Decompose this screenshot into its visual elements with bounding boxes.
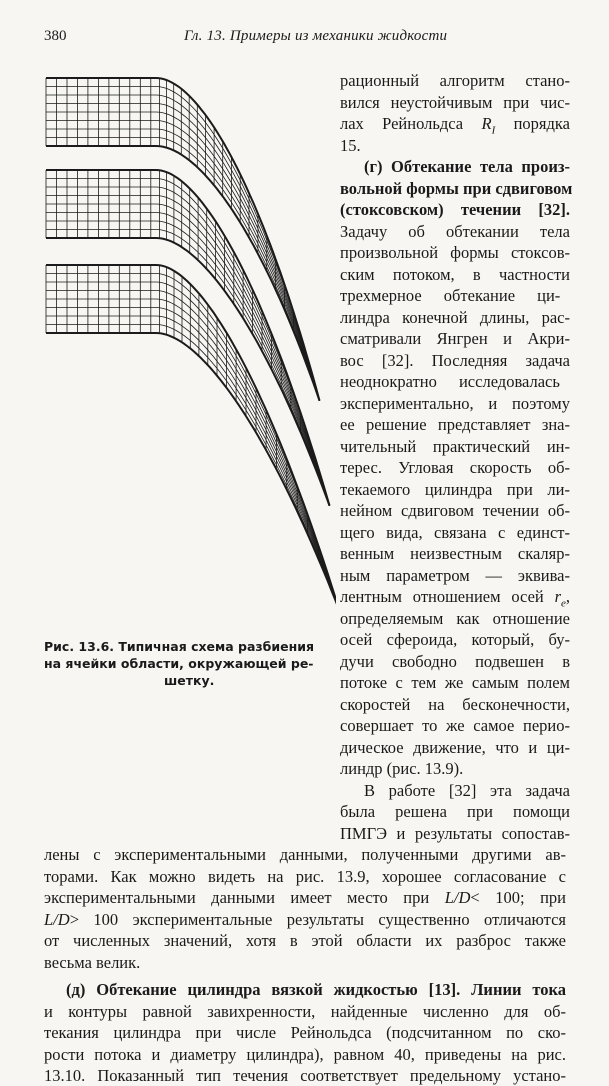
caption-line: шетку. xyxy=(164,673,215,688)
body-line: текаемого цилиндра при ли- xyxy=(340,479,570,499)
figure-caption xyxy=(44,638,324,689)
body-line: была решена при помощи xyxy=(340,802,570,821)
body-line: весьма велик. xyxy=(44,952,141,972)
body-line: (г) Обтекание тела произ- xyxy=(364,157,570,176)
mesh-line xyxy=(46,299,336,611)
body-line: неоднократно исследовалась xyxy=(340,372,560,391)
body-line: потоке с тем же самым полем xyxy=(340,673,570,692)
body-line: венным неизвестным скаляр- xyxy=(340,544,570,563)
mesh-line xyxy=(46,170,330,506)
body-line: дучи свободно подвешен в xyxy=(340,651,570,671)
body-line: В работе [32] эта задача xyxy=(364,780,570,800)
body-line: (д) Обтекание цилиндра вязкой жидкостью [13]. Линии тока xyxy=(66,980,566,999)
body-line: ным параметром — эквива- xyxy=(340,565,570,585)
body-line: трехмерное обтекание ци- xyxy=(340,286,561,305)
mesh-line xyxy=(46,291,336,611)
running-title: Гл. 13. Примеры из механики жидкости xyxy=(184,28,448,44)
body-line: рационный алгоритм стано- xyxy=(340,71,570,90)
body-line: L/D> 100 экспериментальные результаты существенно отличаются xyxy=(44,909,566,929)
body-line: ПМГЭ и результаты сопостав- xyxy=(340,823,570,843)
body-line: вольной формы при сдвиговом xyxy=(340,178,573,198)
body-line: 15. xyxy=(340,135,361,155)
body-line: осей сфероида, который, бу- xyxy=(340,630,570,649)
body-line: рости потока и диаметру цилиндра), равном 40, приведены на рис. xyxy=(44,1044,566,1064)
body-line: торами. Как можно видеть на рис. 13.9, хорошее согласование с xyxy=(44,866,566,886)
body-line: терес. Угловая скорость об- xyxy=(340,458,570,477)
mesh-line xyxy=(46,325,336,611)
body-line: лах Рейнольдса $R_I$ порядка xyxy=(340,114,570,137)
body-line: нейном сдвиговом течении об- xyxy=(340,501,570,520)
body-line: щего вида, связана с единст- xyxy=(340,522,570,542)
body-line: сматривали Янгрен и Акри- xyxy=(340,329,570,348)
body-line: определяемым как отношение xyxy=(340,608,570,628)
page-number: 380 xyxy=(44,28,67,44)
body-line: вос [32]. Последняя задача xyxy=(340,350,570,370)
body-line: чительный практический ин- xyxy=(340,436,570,456)
body-line: лентным отношением осей $r_e$, xyxy=(340,587,570,610)
body-line: ее решение представляет зна- xyxy=(340,415,570,434)
body-line: от численных значений, хотя в этой области их разброс также xyxy=(44,931,566,950)
body-line: скоростей на бесконечности, xyxy=(340,694,570,714)
body-line: текания цилиндра при числе Рейнольдса (подсчитанном по ско- xyxy=(44,1023,566,1042)
grid-figure xyxy=(40,70,336,640)
body-line: экспериментальными данными имеет место при L/D< 100; при xyxy=(44,888,566,907)
body-line: линдра конечной длины, рас- xyxy=(340,307,570,327)
caption-line: Рис. 13.6. Типичная схема разбиения xyxy=(44,639,315,654)
body-line: и контуры равной завихренности, найденные численно для об- xyxy=(44,1001,566,1021)
body-line: линдр (рис. 13.9). xyxy=(340,759,464,778)
body-line: ским потоком, в частности xyxy=(340,264,570,284)
mesh-line xyxy=(46,308,336,611)
caption-line: на ячейки области, окружающей ре- xyxy=(44,656,314,671)
body-line: (стоксовском) течении [32]. xyxy=(340,200,570,219)
body-line: 13.10. Показанный тип течения соответствует предельному устано- xyxy=(44,1066,566,1085)
body-line: вился неустойчивым при чис- xyxy=(340,92,570,112)
mesh-line xyxy=(46,316,336,611)
body-line: экспериментально, и поэтому xyxy=(340,393,570,413)
body-line: дическое движение, что и ци- xyxy=(340,737,570,757)
body-line: совершает то же самое перио- xyxy=(340,716,570,735)
body-line: Задачу об обтекании тела xyxy=(340,221,570,241)
body-line: лены с экспериментальными данными, полученными другими ав- xyxy=(44,845,566,864)
body-line: произвольной формы стоксов- xyxy=(340,243,570,262)
